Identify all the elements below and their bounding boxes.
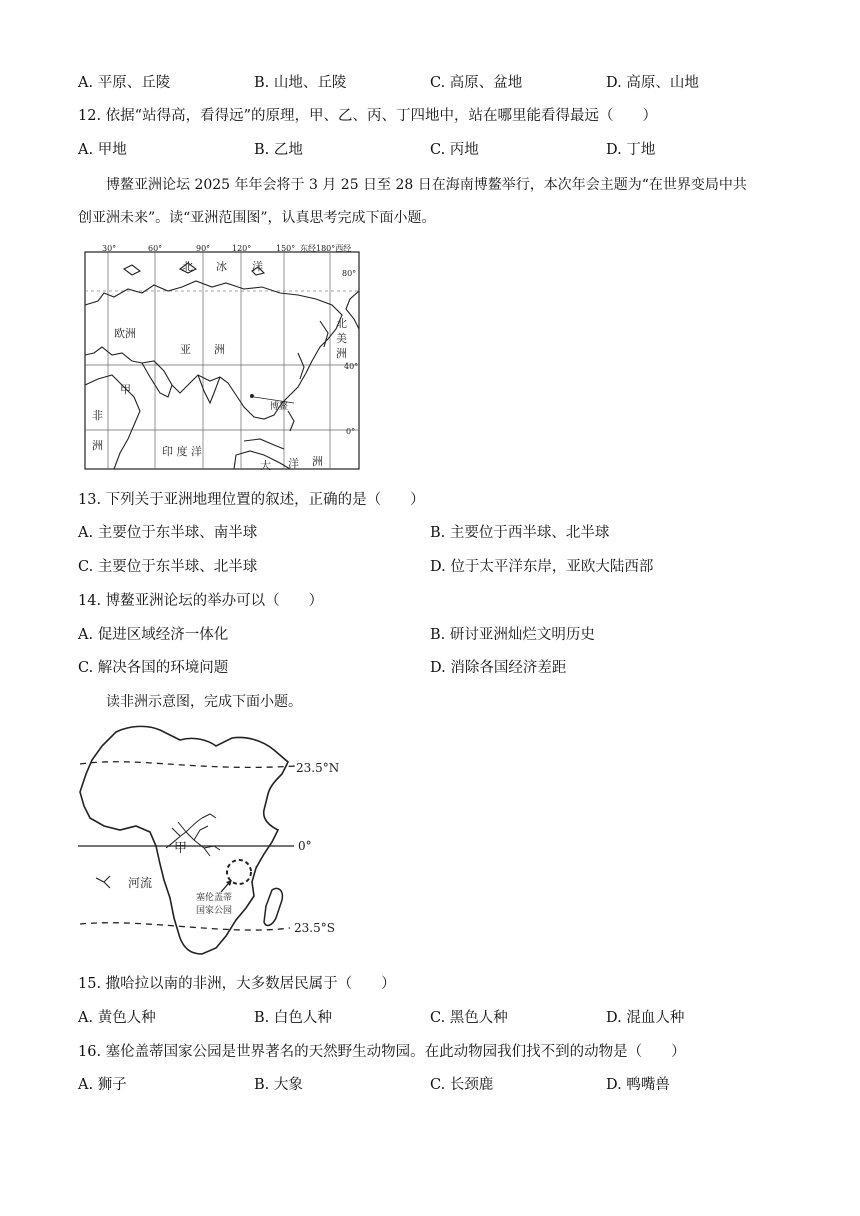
- q14-stem: 14. 博鳌亚洲论坛的举办可以（ ）: [78, 593, 324, 609]
- passage2-line1: 读非洲示意图，完成下面小题。: [106, 694, 302, 710]
- q11-option-c: C. 高原、盆地: [430, 75, 523, 91]
- africa-lat-tropic-s: 23.5°S: [294, 921, 335, 935]
- q15-option-c: C. 黑色人种: [430, 1010, 508, 1026]
- q14-option-d: D. 消除各国经济差距: [430, 660, 567, 676]
- africa-park-label-2: 国家公园: [196, 906, 233, 916]
- label-indian-ocean: 印 度 洋: [162, 445, 202, 458]
- passage1-line2: 创亚洲未来”。读“亚洲范围图”，认真思考完成下面小题。: [78, 210, 436, 226]
- asia-tick-30: 30°: [102, 244, 117, 253]
- q12-option-b: B. 乙地: [254, 142, 303, 158]
- label-na-1: 北: [336, 317, 347, 330]
- passage1-line1: 博鳌亚洲论坛 2025 年年会将于 3 月 25 日至 28 日在海南博鳌举行，本次年会主题为“在世界变局中共: [106, 177, 747, 193]
- q12-option-c: C. 丙地: [430, 142, 479, 158]
- q14-option-b: B. 研讨亚洲灿烂文明历史: [430, 627, 595, 643]
- q16-option-d: D. 鸭嘴兽: [606, 1077, 670, 1093]
- q16-option-a: A. 狮子: [78, 1077, 127, 1093]
- q12-option-d: D. 丁地: [606, 142, 656, 158]
- q13-option-d: D. 位于太平洋东岸，亚欧大陆西部: [430, 559, 654, 575]
- q15-option-a: A. 黄色人种: [78, 1010, 156, 1026]
- label-arctic-1: 北: [182, 260, 193, 273]
- q15-option-b: B. 白色人种: [254, 1010, 332, 1026]
- label-oceania-2: 洋: [288, 457, 299, 470]
- asia-tick-90: 90°: [196, 244, 211, 253]
- label-oceania-1: 大: [260, 459, 271, 471]
- asia-tick-180: 东经180°西经: [300, 244, 352, 253]
- q15-option-d: D. 混血人种: [606, 1010, 685, 1026]
- africa-lat-tropic-n: 23.5°N: [296, 761, 340, 775]
- q11-option-a: A. 平原、丘陵: [78, 75, 171, 91]
- label-boao: 博鳌: [270, 402, 289, 412]
- africa-map: [76, 722, 356, 964]
- asia-tick-150: 150°: [276, 244, 296, 253]
- asia-tick-120: 120°: [232, 244, 252, 253]
- q14-option-c: C. 解决各国的环境问题: [78, 660, 229, 676]
- q12-stem: 12. 依据“站得高，看得远”的原理，甲、乙、丙、丁四地中，站在哪里能看得最远（ ）: [78, 108, 657, 124]
- q13-option-c: C. 主要位于东半球、北半球: [78, 559, 258, 575]
- asia-tick-60: 60°: [148, 244, 163, 253]
- q11-option-b: B. 山地、丘陵: [254, 75, 347, 91]
- asia-lat-40: 40°: [344, 362, 359, 371]
- africa-lat-equator: 0°: [298, 839, 312, 853]
- q13-option-a: A. 主要位于东半球、南半球: [78, 525, 258, 541]
- asia-lat-80: 80°: [342, 269, 357, 278]
- africa-legend-river: 河流: [128, 876, 153, 890]
- label-arctic-2: 冰: [216, 260, 227, 273]
- label-africa-2: 洲: [92, 439, 103, 452]
- q11-option-d: D. 高原、山地: [606, 75, 699, 91]
- q16-stem: 16. 塞伦盖蒂国家公园是世界著名的天然野生动物园。在此动物园我们找不到的动物是（ ）: [78, 1044, 686, 1060]
- label-arctic-3: 洋: [252, 260, 263, 273]
- q12-option-a: A. 甲地: [78, 142, 127, 158]
- q14-option-a: A. 促进区域经济一体化: [78, 627, 229, 643]
- label-europe: 欧洲: [114, 327, 136, 340]
- label-na-3: 洲: [336, 347, 347, 360]
- asia-range-map: [84, 243, 362, 471]
- africa-park-label-1: 塞伦盖蒂: [196, 893, 233, 903]
- q15-stem: 15. 撒哈拉以南的非洲，大多数居民属于（ ）: [78, 976, 396, 992]
- q13-option-b: B. 主要位于西半球、北半球: [430, 525, 610, 541]
- label-africa-1: 非: [92, 409, 103, 422]
- label-oceania-3: 洲: [312, 455, 323, 468]
- q16-option-b: B. 大象: [254, 1077, 303, 1093]
- label-asia-2: 洲: [214, 343, 225, 356]
- africa-label-jia: 甲: [174, 841, 188, 856]
- label-asia-1: 亚: [180, 343, 191, 356]
- asia-lat-0: 0°: [346, 427, 356, 436]
- q16-option-c: C. 长颈鹿: [430, 1077, 494, 1093]
- label-na-2: 美: [336, 332, 347, 345]
- q13-stem: 13. 下列关于亚洲地理位置的叙述，正确的是（ ）: [78, 492, 425, 508]
- label-jia: 甲: [120, 383, 131, 396]
